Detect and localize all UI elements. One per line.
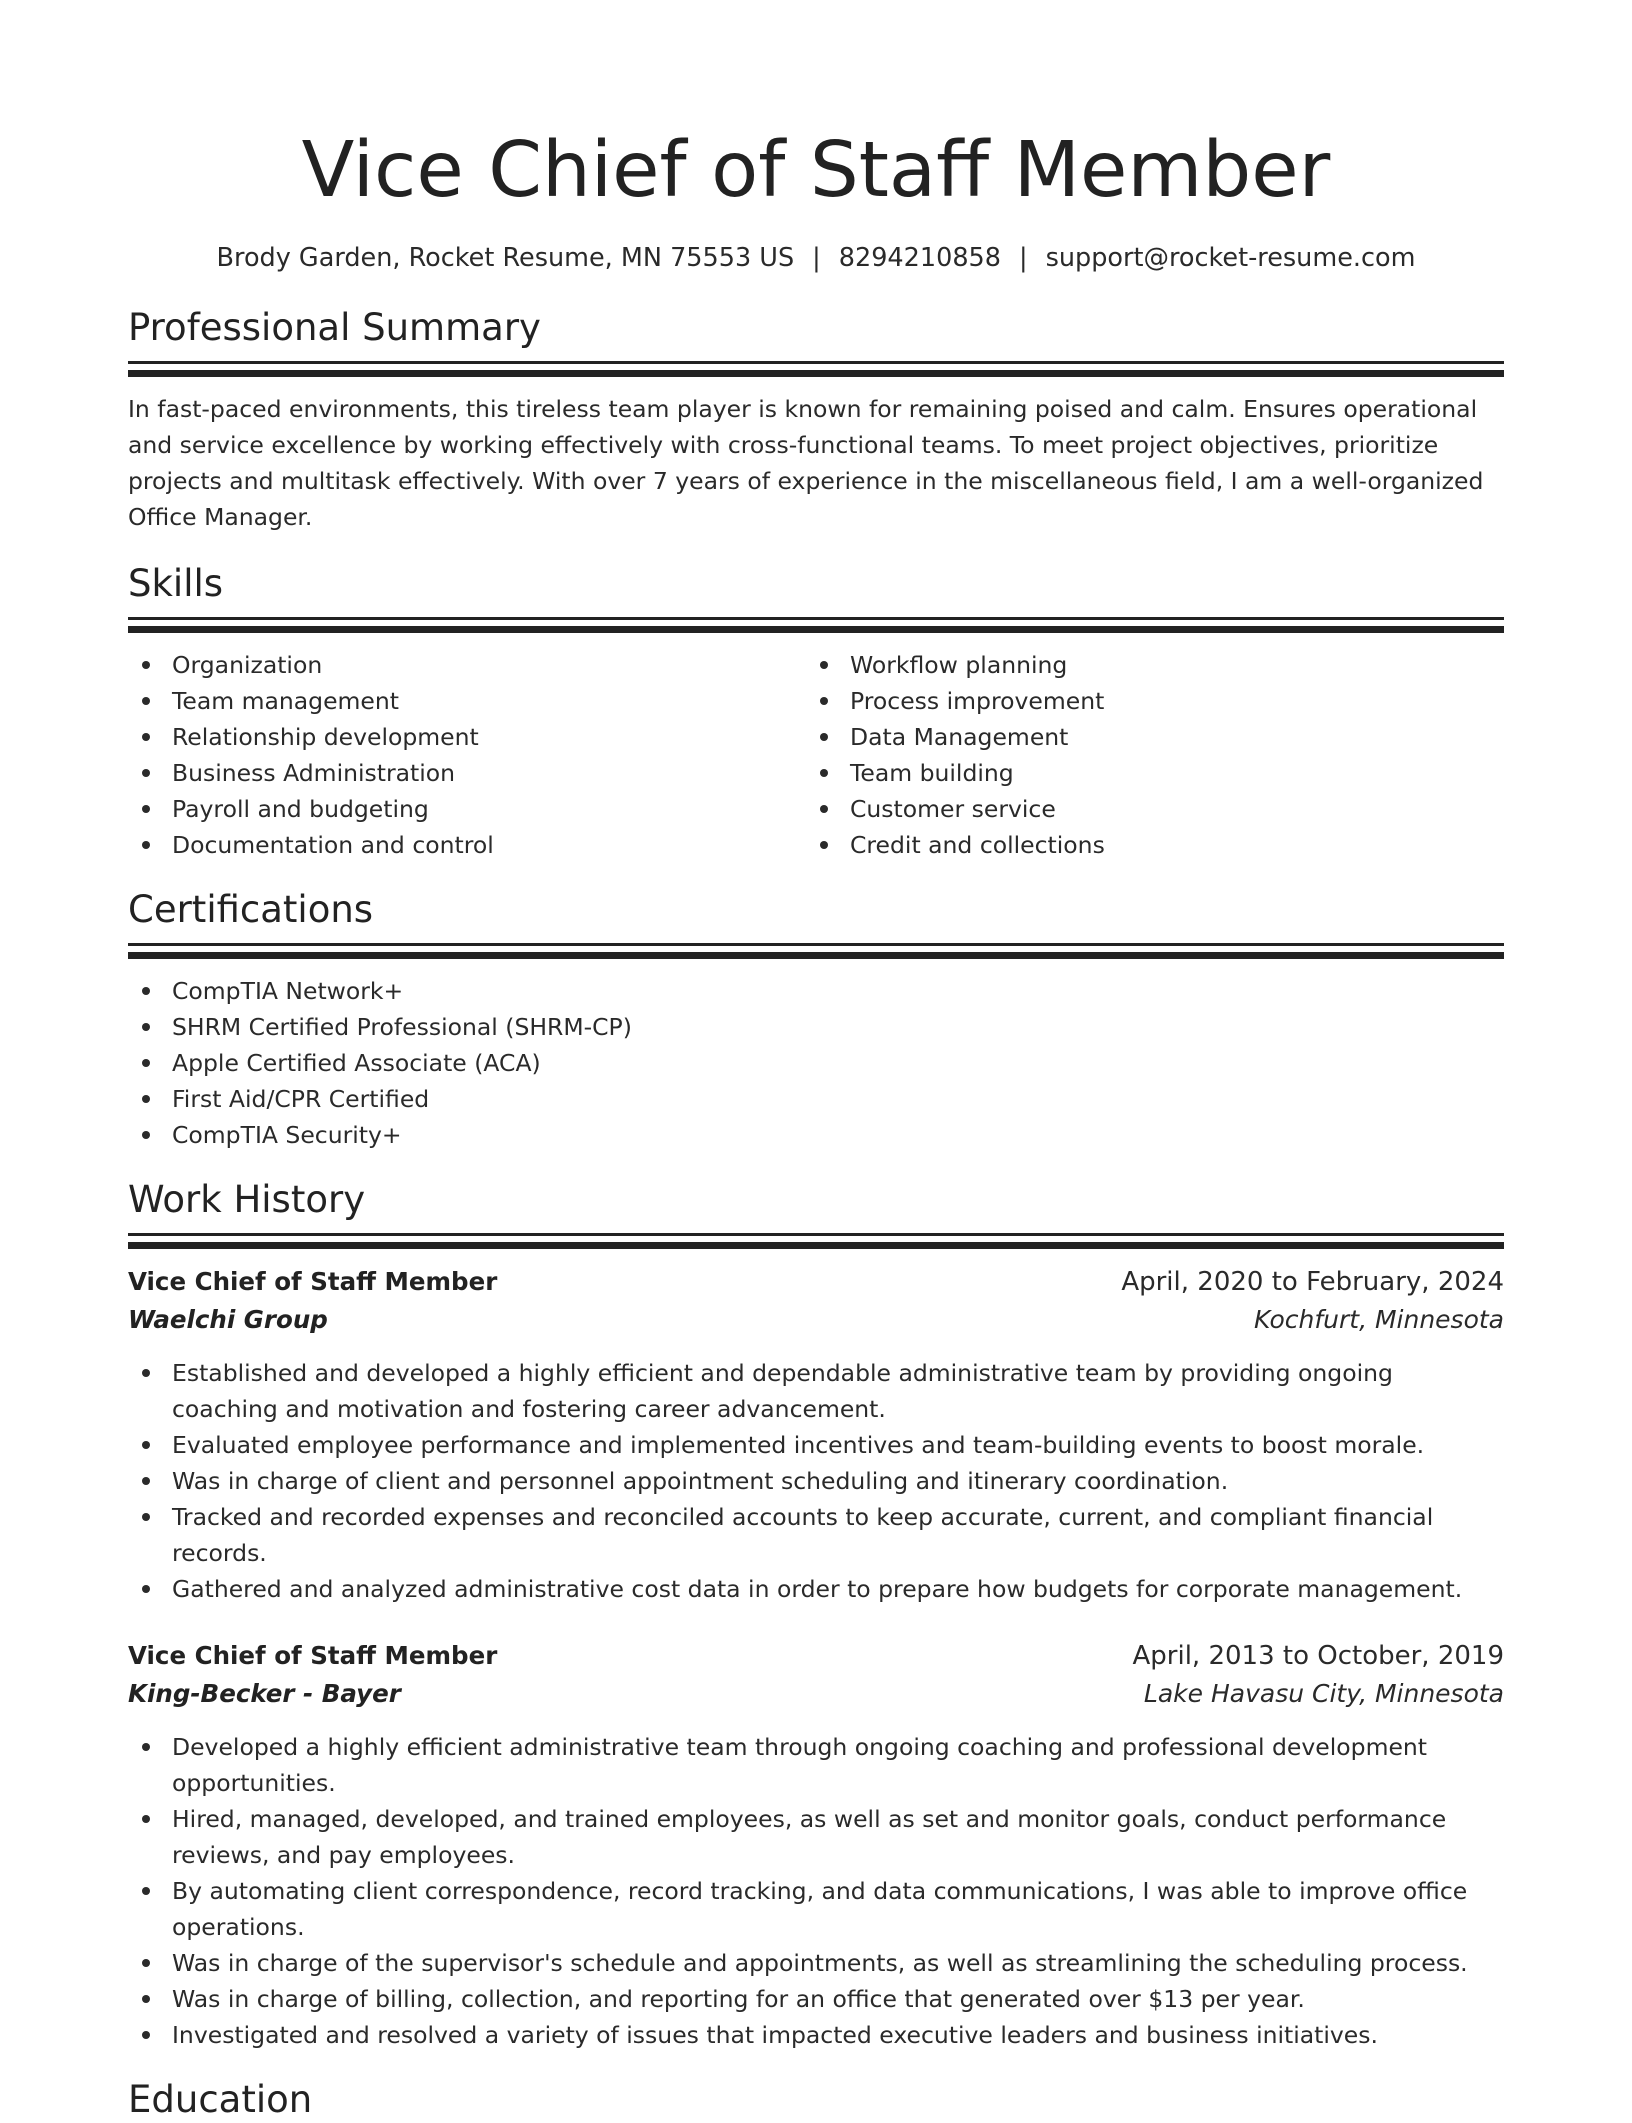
job-duty-item: Evaluated employee performance and implemented incentives and team-building events to boost morale. xyxy=(128,1427,1504,1463)
job-header xyxy=(128,1637,1504,1675)
certification-item: CompTIA Security+ xyxy=(128,1117,1504,1153)
certifications-heading: Certifications xyxy=(128,888,374,931)
skills-section xyxy=(128,561,1504,863)
skill-item: Process improvement xyxy=(806,683,1484,719)
section-rule-thin xyxy=(128,943,1504,946)
job-duties-list xyxy=(128,1729,1504,2053)
job-duty-item: Investigated and resolved a variety of issues that impacted executive leaders and business initiatives. xyxy=(128,2017,1504,2053)
skill-item: Team management xyxy=(128,683,806,719)
skills-column-left xyxy=(128,647,806,863)
skill-item: Relationship development xyxy=(128,719,806,755)
skill-item: Payroll and budgeting xyxy=(128,791,806,827)
job-title: Vice Chief of Staff Member xyxy=(128,1267,498,1296)
job-header xyxy=(128,1263,1504,1301)
contact-line xyxy=(128,241,1504,275)
job-duty-item: Was in charge of client and personnel appointment scheduling and itinerary coordination. xyxy=(128,1463,1504,1499)
skill-item: Credit and collections xyxy=(806,827,1484,863)
job-duty-item: Was in charge of the supervisor's schedule and appointments, as well as streamlining the scheduling process. xyxy=(128,1945,1504,1981)
section-rule-thin xyxy=(128,617,1504,620)
skill-item: Data Management xyxy=(806,719,1484,755)
skills-grid xyxy=(128,647,1504,863)
job-duty-item: Gathered and analyzed administrative cost data in order to prepare how budgets for corporate management. xyxy=(128,1571,1504,1607)
skill-item: Workflow planning xyxy=(806,647,1484,683)
certifications-list xyxy=(128,973,1504,1153)
section-rule-thick xyxy=(128,626,1504,633)
contact-phone: 8294210858 xyxy=(838,243,1001,273)
education-section xyxy=(128,2077,1504,2123)
contact-separator: | xyxy=(812,243,821,273)
section-rule-thick xyxy=(128,370,1504,377)
contact-separator: | xyxy=(1019,243,1028,273)
resume-page xyxy=(128,0,1504,2123)
job-location: Kochfurt, Minnesota xyxy=(1253,1305,1504,1334)
job-dates: April, 2020 to February, 2024 xyxy=(1121,1267,1504,1297)
section-rule-thin xyxy=(128,361,1504,364)
summary-text: In fast-paced environments, this tireless team player is known for remaining poised and calm. Ensures operational and service excellence by working effectively with cross-functional teams. To meet project objectives, prioritize projects and multitask effectively. With over 7 years of experience in the miscellaneous field, I am a well-organized Office Manager. xyxy=(128,395,1484,531)
certification-item: First Aid/CPR Certified xyxy=(128,1081,1504,1117)
job-duty-item: Tracked and recorded expenses and reconciled accounts to keep accurate, current, and compliant financial records. xyxy=(128,1499,1504,1571)
skill-item: Business Administration xyxy=(128,755,806,791)
contact-address: Brody Garden, Rocket Resume, MN 75553 US xyxy=(216,243,795,273)
job-subheader xyxy=(128,1675,1504,1713)
section-rule-thin xyxy=(128,1233,1504,1236)
certification-item: Apple Certified Associate (ACA) xyxy=(128,1045,1504,1081)
job-duty-item: Developed a highly efficient administrative team through ongoing coaching and professional development opportunities. xyxy=(128,1729,1504,1801)
section-rule-thick xyxy=(128,952,1504,959)
certifications-section xyxy=(128,887,1504,1153)
job-company: King-Becker - Bayer xyxy=(128,1679,401,1708)
job-dates: April, 2013 to October, 2019 xyxy=(1132,1641,1504,1671)
job-duty-item: Established and developed a highly efficient and dependable administrative team by providing ongoing coaching and motivation and fostering career advancement. xyxy=(128,1355,1504,1427)
section-rule-thick xyxy=(128,1242,1504,1249)
education-heading: Education xyxy=(128,2078,313,2121)
document-title: Vice Chief of Staff Member xyxy=(301,126,1331,215)
skill-item: Customer service xyxy=(806,791,1484,827)
skill-item: Team building xyxy=(806,755,1484,791)
job-duty-item: Was in charge of billing, collection, and reporting for an office that generated over $13 per year. xyxy=(128,1981,1504,2017)
summary-section xyxy=(128,305,1504,535)
skills-column-right xyxy=(806,647,1484,863)
job-title: Vice Chief of Staff Member xyxy=(128,1641,498,1670)
job-entry xyxy=(128,1637,1504,2053)
certification-item: CompTIA Network+ xyxy=(128,973,1504,1009)
contact-email: support@rocket-resume.com xyxy=(1045,243,1416,273)
job-location: Lake Havasu City, Minnesota xyxy=(1143,1679,1504,1708)
job-subheader xyxy=(128,1301,1504,1339)
job-entry xyxy=(128,1263,1504,1607)
job-duty-item: Hired, managed, developed, and trained employees, as well as set and monitor goals, conduct performance reviews, and pay employees. xyxy=(128,1801,1504,1873)
skills-list-left xyxy=(128,647,806,863)
skill-item: Documentation and control xyxy=(128,827,806,863)
work-history-section xyxy=(128,1177,1504,2053)
job-duties-list xyxy=(128,1355,1504,1607)
summary-heading: Professional Summary xyxy=(128,306,541,349)
skill-item: Organization xyxy=(128,647,806,683)
job-duty-item: By automating client correspondence, record tracking, and data communications, I was able to improve office operations. xyxy=(128,1873,1504,1945)
job-company: Waelchi Group xyxy=(128,1305,328,1334)
work-history-heading: Work History xyxy=(128,1178,366,1221)
certification-item: SHRM Certified Professional (SHRM-CP) xyxy=(128,1009,1504,1045)
skills-list-right xyxy=(806,647,1484,863)
skills-heading: Skills xyxy=(128,562,224,605)
